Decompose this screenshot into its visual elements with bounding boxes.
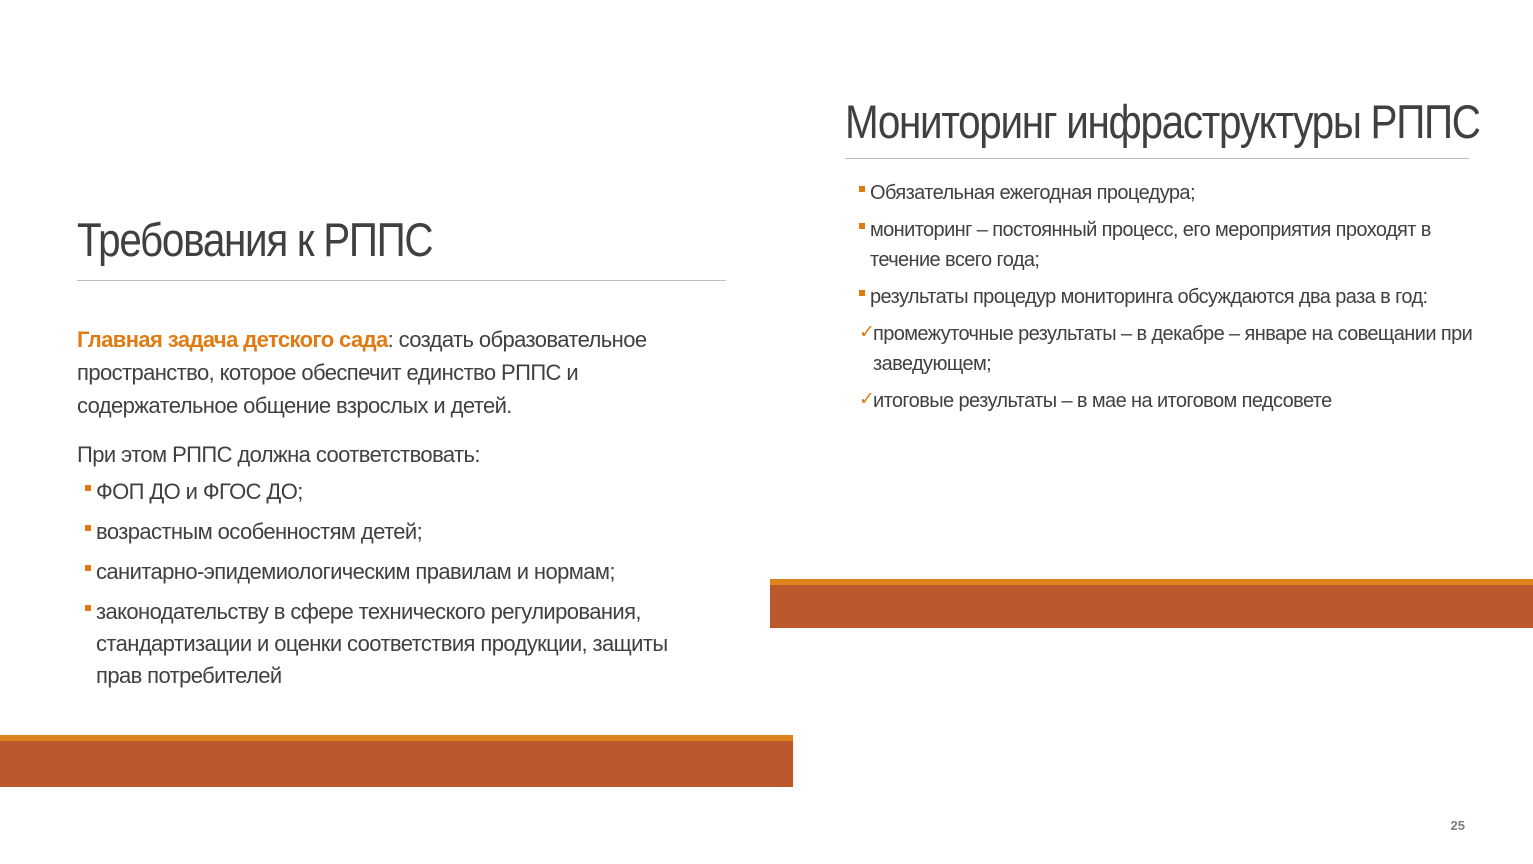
slide-title: Требования к РППС — [77, 213, 433, 266]
list-item-text: результаты процедур мониторинга обсуждаются два раза в год: — [870, 286, 1428, 308]
list-item — [859, 215, 1474, 275]
list-item-text: Обязательная ежегодная процедура; — [870, 182, 1195, 204]
main-task-text: : создать образовательное пространство, которое обеспечит единство РППС и содержательное общение взрослых и детей. — [77, 327, 647, 418]
list-item — [85, 556, 715, 588]
requirements-intro: При этом РППС должна соответствовать: — [77, 442, 480, 467]
list-item-text: законодательству в сфере технического регулирования, стандартизации и оценки соответствия продукции, защиты прав потребителей — [96, 599, 668, 688]
band-thick-stripe — [770, 585, 1533, 628]
square-bullet-icon — [859, 290, 865, 296]
page-number: 25 — [1450, 818, 1465, 833]
decorative-band — [0, 735, 793, 787]
square-bullet-icon — [85, 565, 91, 571]
band-thick-stripe — [0, 741, 793, 787]
list-item — [85, 596, 715, 692]
main-task-label: Главная задача детского сада — [77, 327, 388, 352]
square-bullet-icon — [859, 186, 865, 192]
square-bullet-icon — [85, 605, 91, 611]
title-divider — [77, 280, 726, 281]
list-item-text: мониторинг – постоянный процесс, его мероприятия проходят в течение всего года; — [870, 219, 1431, 271]
square-bullet-icon — [85, 525, 91, 531]
requirements-list — [85, 476, 715, 700]
main-task-paragraph — [77, 323, 717, 422]
decorative-band — [770, 579, 1533, 628]
list-item — [85, 476, 715, 508]
list-item — [859, 178, 1474, 208]
slide-monitoring — [770, 0, 1533, 864]
list-item-text: санитарно-эпидемиологическим правилам и нормам; — [96, 559, 615, 584]
list-item-text: ФОП ДО и ФГОС ДО; — [96, 479, 303, 504]
list-item — [85, 516, 715, 548]
checkmark-icon: ✓ — [859, 322, 875, 343]
square-bullet-icon — [85, 485, 91, 491]
title-divider — [845, 158, 1469, 159]
monitoring-list — [859, 178, 1474, 423]
slide-title: Мониторинг инфраструктуры РППС — [845, 95, 1480, 148]
list-item-text: возрастным особенностям детей; — [96, 519, 423, 544]
check-item — [859, 386, 1474, 416]
checkmark-icon: ✓ — [859, 389, 875, 410]
square-bullet-icon — [859, 223, 865, 229]
check-item-text: промежуточные результаты – в декабре – январе на совещании при заведующем; — [873, 323, 1473, 375]
check-item — [859, 319, 1474, 379]
check-item-text: итоговые результаты – в мае на итоговом педсовете — [873, 390, 1332, 412]
list-item — [859, 282, 1474, 312]
